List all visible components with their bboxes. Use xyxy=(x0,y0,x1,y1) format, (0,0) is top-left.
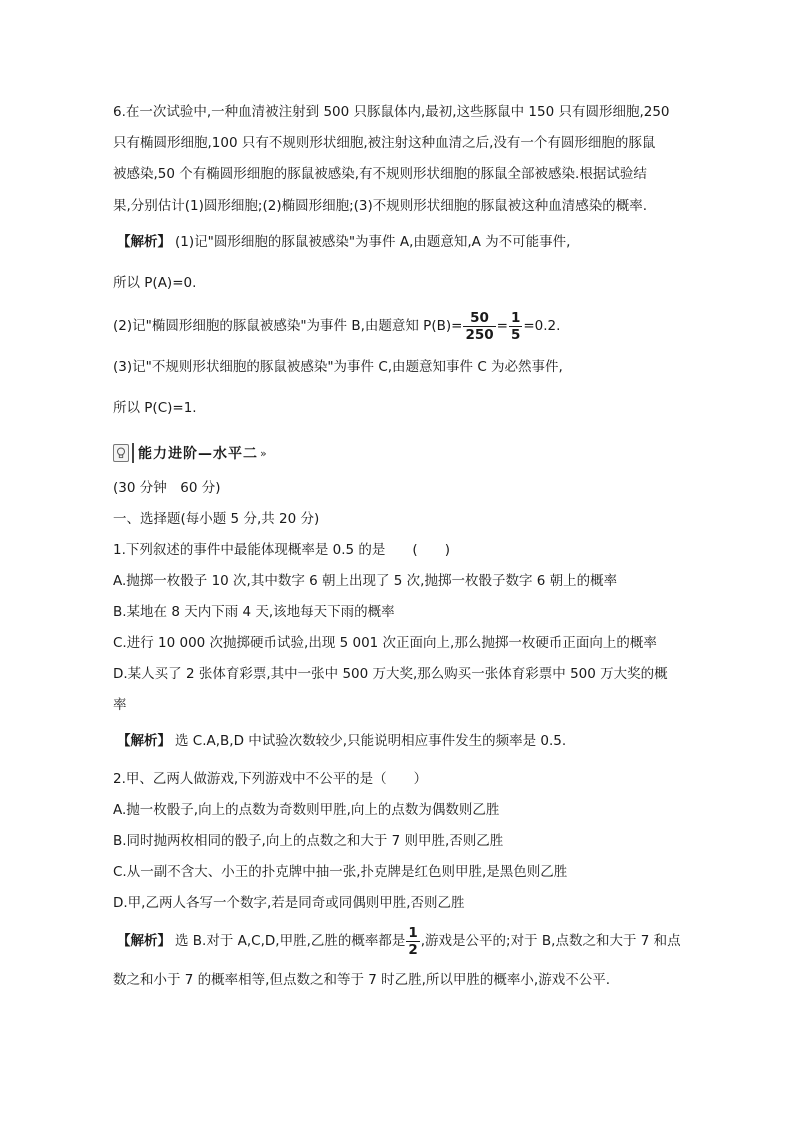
q6-stem-line-2: 只有椭圆形细胞,100 只有不规则形状细胞,被注射这种血清之后,没有一个有圆形细胞的豚鼠 xyxy=(113,135,656,151)
q6-analysis-1 xyxy=(117,232,570,252)
fraction-50-250 xyxy=(463,310,495,343)
double-chevron-icon: » xyxy=(260,446,267,460)
q2-analysis-2: 数之和小于 7 的概率相等,但点数之和等于 7 时乙胜,所以甲胜的概率小,游戏不公平. xyxy=(113,972,611,988)
section-title: 能力进阶—水平二 xyxy=(132,443,258,463)
q2-option-b: B.同时抛两枚相同的骰子,向上的点数之和大于 7 则甲胜,否则乙胜 xyxy=(113,833,504,849)
q2-option-d: D.甲,乙两人各写一个数字,若是同奇或同偶则甲胜,否则乙胜 xyxy=(113,895,465,911)
q2-analysis-text-1: 选 B.对于 A,C,D,甲胜,乙胜的概率都是 xyxy=(175,933,406,949)
q6-analysis-text-2: (2)记"椭圆形细胞的豚鼠被感染"为事件 B,由题意知 P(B)= xyxy=(113,318,463,334)
fraction-denominator: 250 xyxy=(465,326,494,343)
q6-analysis-text-1: (1)记"圆形细胞的豚鼠被感染"为事件 A,由题意知,A 为不可能事件, xyxy=(175,234,571,250)
analysis-tag: 【解析】 xyxy=(117,733,171,749)
section-time: (30 分钟 60 分) xyxy=(113,480,221,496)
q1-option-b: B.某地在 8 天内下雨 4 天,该地每天下雨的概率 xyxy=(113,604,395,620)
q6-stem-line-1: 6.在一次试验中,一种血清被注射到 500 只豚鼠体内,最初,这些豚鼠中 150 只有圆形细胞,250 xyxy=(113,104,670,120)
lightbulb-icon xyxy=(113,444,129,462)
q1-option-c: C.进行 10 000 次抛掷硬币试验,出现 5 001 次正面向上,那么抛掷一枚硬币正面向上的概率 xyxy=(113,635,657,651)
q1-option-a: A.抛掷一枚骰子 10 次,其中数字 6 朝上出现了 5 次,抛掷一枚骰子数字 6 朝上的概率 xyxy=(113,573,618,589)
q6-stem-line-4: 果,分别估计(1)圆形细胞;(2)椭圆形细胞;(3)不规则形状细胞的豚鼠被这种血清感染的概率. xyxy=(113,198,648,214)
q1-analysis-text: 选 C.A,B,D 中试验次数较少,只能说明相应事件发生的频率是 0.5. xyxy=(175,733,567,749)
fraction-1-2 xyxy=(406,925,419,958)
q1-stem: 1.下列叙述的事件中最能体现概率是 0.5 的是 ( ) xyxy=(113,542,450,558)
q6-analysis-1b: 所以 P(A)=0. xyxy=(113,275,197,291)
analysis-tag: 【解析】 xyxy=(117,933,171,949)
equals-sign: = xyxy=(496,318,508,334)
q6-analysis-3: (3)记"不规则形状细胞的豚鼠被感染"为事件 C,由题意知事件 C 为必然事件, xyxy=(113,359,563,375)
fraction-denominator: 2 xyxy=(408,941,418,958)
q2-stem: 2.甲、乙两人做游戏,下列游戏中不公平的是（ ） xyxy=(113,771,428,787)
q6-analysis-3b: 所以 P(C)=1. xyxy=(113,400,197,416)
fraction-numerator: 50 xyxy=(463,310,495,327)
q2-option-c: C.从一副不含大、小王的扑克牌中抽一张,扑克牌是红色则甲胜,是黑色则乙胜 xyxy=(113,864,568,880)
q2-analysis-1 xyxy=(117,924,681,958)
fraction-1-5 xyxy=(509,310,522,343)
section-heading xyxy=(113,442,267,464)
q2-analysis-text-1-end: ,游戏是公平的;对于 B,点数之和大于 7 和点 xyxy=(420,933,681,949)
q6-analysis-text-2-end: =0.2. xyxy=(523,318,561,334)
q6-analysis-2 xyxy=(113,309,560,343)
analysis-tag: 【解析】 xyxy=(117,234,171,250)
section-part-heading: 一、选择题(每小题 5 分,共 20 分) xyxy=(113,511,320,527)
q1-analysis xyxy=(117,731,566,751)
q1-option-d-line-2: 率 xyxy=(113,697,127,713)
fraction-numerator: 1 xyxy=(510,309,521,326)
fraction-numerator: 1 xyxy=(408,924,418,941)
fraction-denominator: 5 xyxy=(510,326,521,343)
q1-option-d-line-1: D.某人买了 2 张体育彩票,其中一张中 500 万大奖,那么购买一张体育彩票中 500 万大奖的概 xyxy=(113,666,668,682)
q2-option-a: A.抛一枚骰子,向上的点数为奇数则甲胜,向上的点数为偶数则乙胜 xyxy=(113,802,500,818)
q6-stem-line-3: 被感染,50 个有椭圆形细胞的豚鼠被感染,有不规则形状细胞的豚鼠全部被感染.根据试验结 xyxy=(113,166,647,182)
